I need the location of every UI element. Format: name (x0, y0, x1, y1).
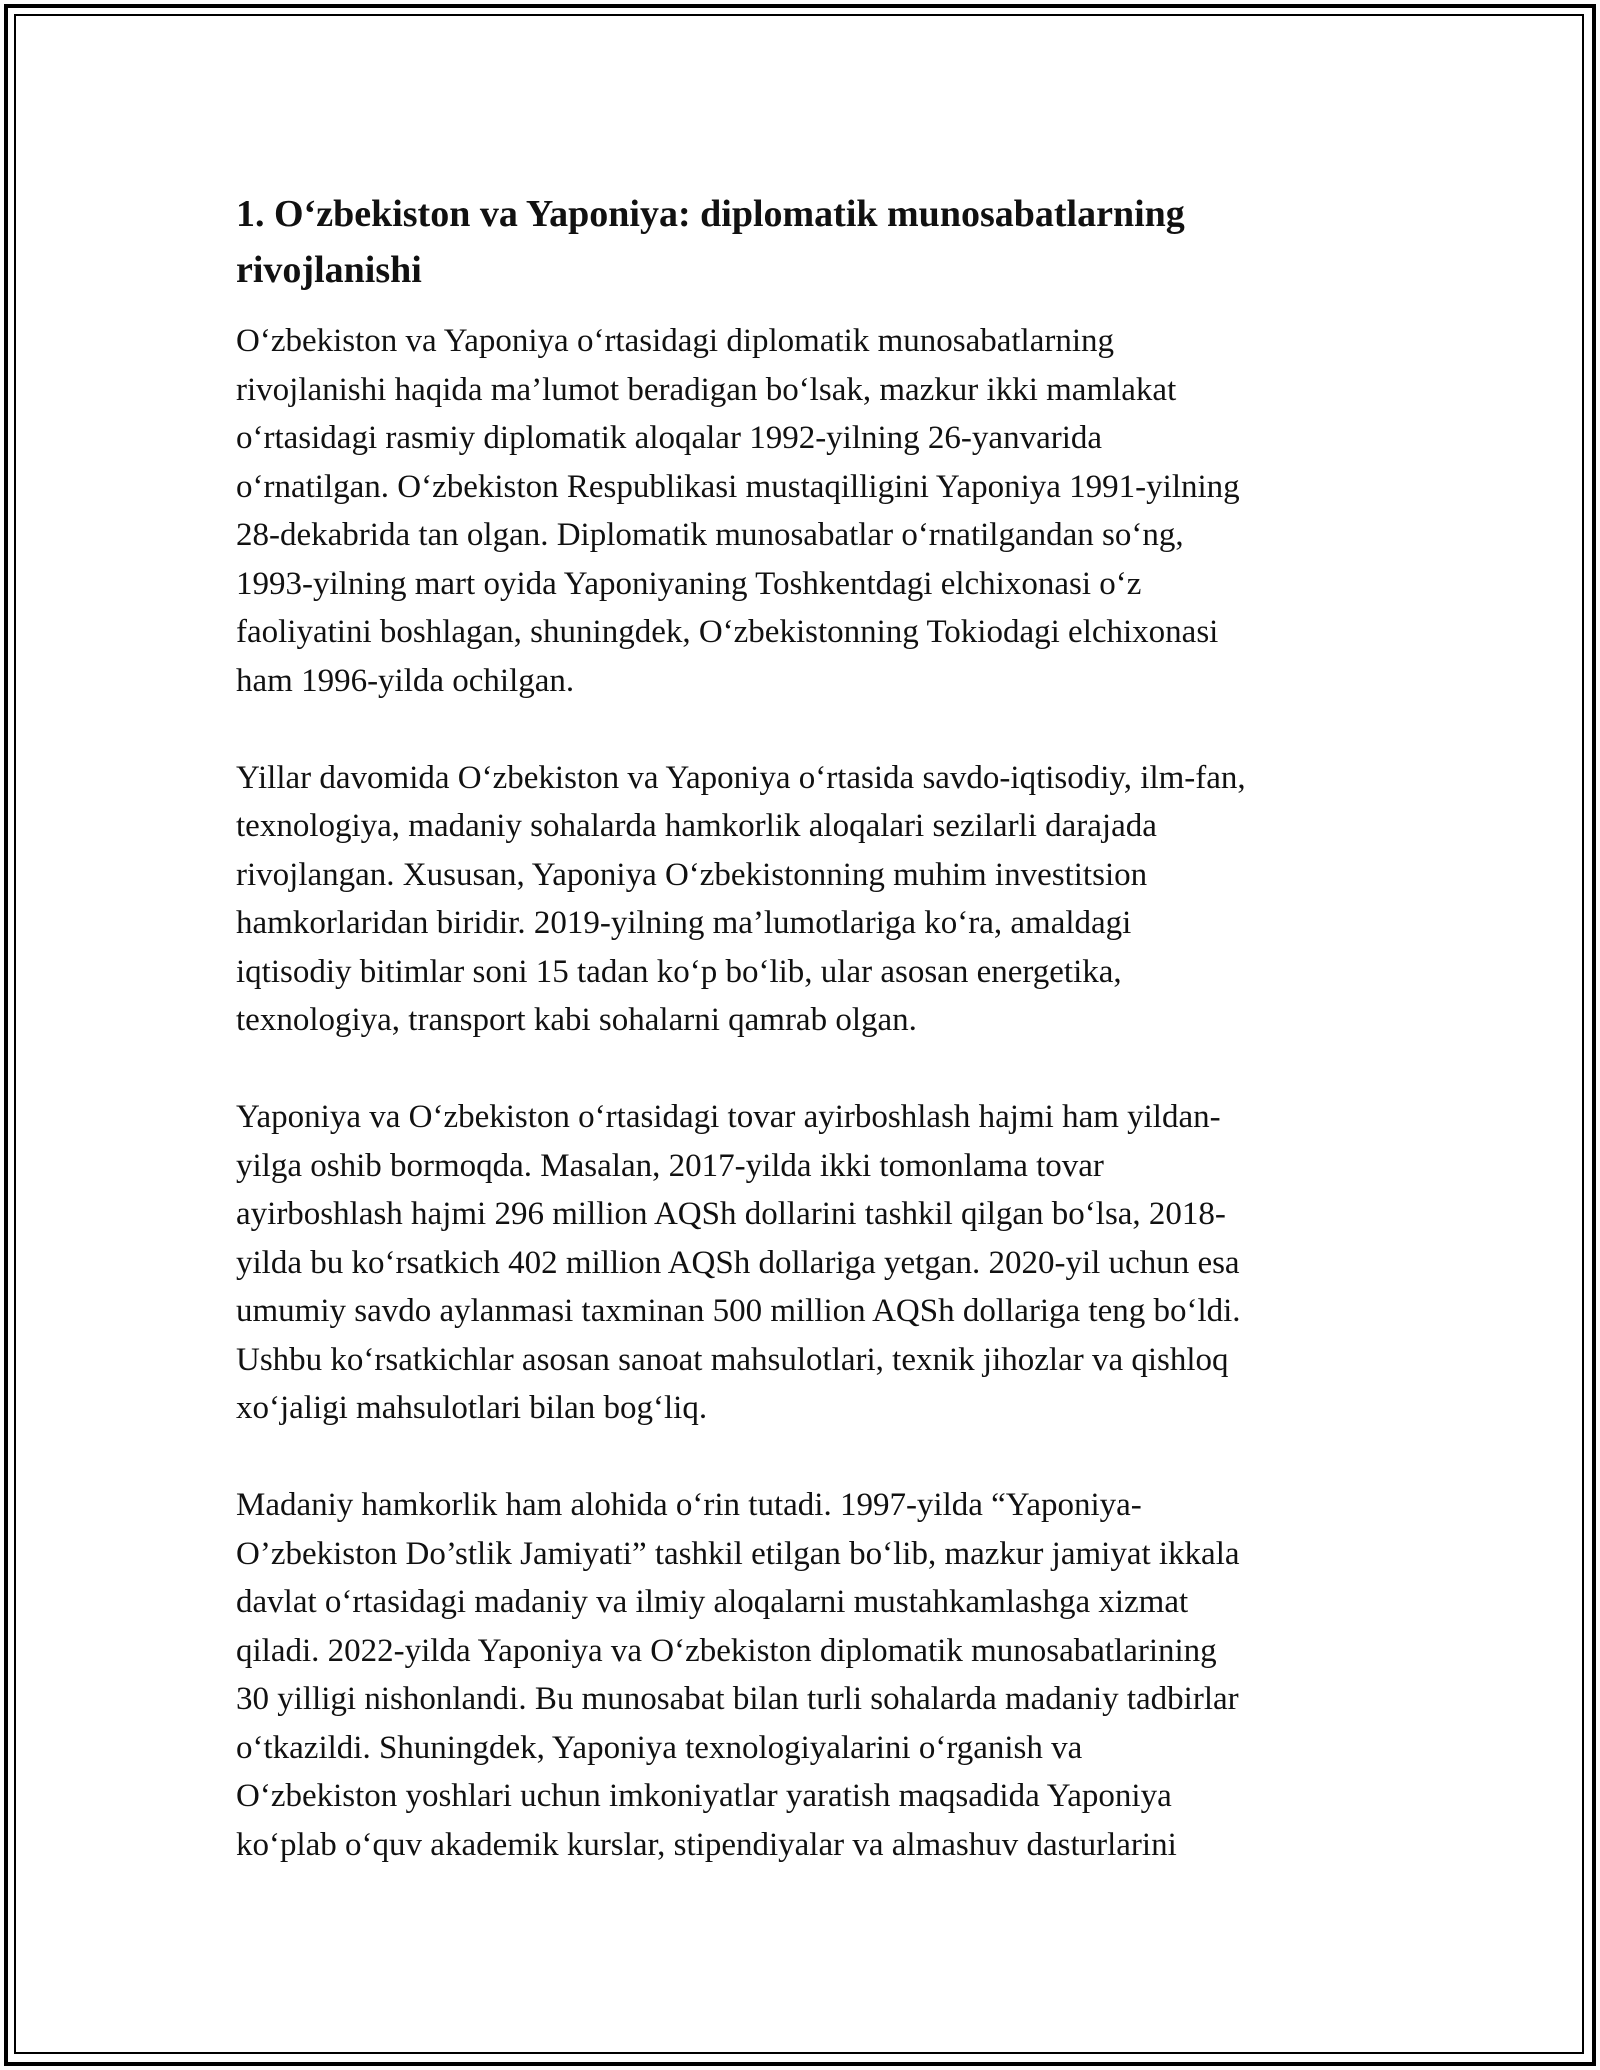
document-body (236, 186, 1386, 1918)
paragraph-cultural-cooperation: Madaniy hamkorlik ham alohida o‘rin tutadi. 1997-yilda “Yaponiya- O’zbekiston Do’stlik Jamiyati” tashkil etilgan bo‘lib, mazkur jamiyat ikkala davlat o‘rtasidagi madaniy va ilmiy aloqalarni mustahkamlashga xizmat qiladi. 2022-yilda Yaponiya va O‘zbekiston diplomatik munosabatlarining 30 yilligi nishonlandi. Bu munosabat bilan turli sohalarda madaniy tadbirlar o‘tkazildi. Shuningdek, Yaponiya texnologiyalarini o‘rganish va O‘zbekiston yoshlari uchun imkoniyatlar yaratish maqsadida Yaponiya ko‘plab o‘quv akademik kurslar, stipendiyalar va almashuv dasturlarini (236, 1487, 1240, 1863)
paragraph-economic-cooperation: Yillar davomida O‘zbekiston va Yaponiya o‘rtasida savdo-iqtisodiy, ilm-fan, texnologiya, madaniy sohalarda hamkorlik aloqalari sezilarli darajada rivojlangan. Xususan, Yaponiya O‘zbekistonning muhim investitsion hamkorlaridan biridir. 2019-yilning ma’lumotlariga ko‘ra, amaldagi iqtisodiy bitimlar soni 15 tadan ko‘p bo‘lib, ular asosan energetika, texnologiya, transport kabi sohalarni qamrab olgan. (236, 759, 1246, 1038)
paragraph-trade-volume: Yaponiya va O‘zbekiston o‘rtasidagi tovar ayirboshlash hajmi ham yildan- yilga oshib bormoqda. Masalan, 2017-yilda ikki tomonlama tovar ayirboshlash hajmi 296 million AQSh dollarini tashkil qilgan bo‘lsa, 2018- yilda bu ko‘rsatkich 402 million AQSh dollariga yetgan. 2020-yil uchun esa umumiy savdo aylanmasi taxminan 500 million AQSh dollariga teng bo‘ldi. Ushbu ko‘rsatkichlar asosan sanoat mahsulotlari, texnik jihozlar va qishloq xo‘jaligi mahsulotlari bilan bog‘liq. (236, 1099, 1241, 1426)
section-heading: 1. O‘zbekiston va Yaponiya: diplomatik munosabatlarning rivojlanishi (236, 193, 1185, 291)
paragraph-diplomatic-history: O‘zbekiston va Yaponiya o‘rtasidagi diplomatik munosabatlarning rivojlanishi haqida ma’lumot beradigan bo‘lsak, mazkur ikki mamlakat o‘rtasidagi rasmiy diplomatik aloqalar 1992-yilning 26-yanvarida o‘rnatilgan. O‘zbekiston Respublikasi mustaqilligini Yaponiya 1991-yilning 28-dekabrida tan olgan. Diplomatik munosabatlar o‘rnatilgandan so‘ng, 1993-yilning mart oyida Yaponiyaning Toshkentdagi elchixonasi o‘z faoliyatini boshlagan, shuningdek, O‘zbekistonning Tokiodagi elchixonasi ham 1996-yilda ochilgan. (236, 323, 1240, 699)
